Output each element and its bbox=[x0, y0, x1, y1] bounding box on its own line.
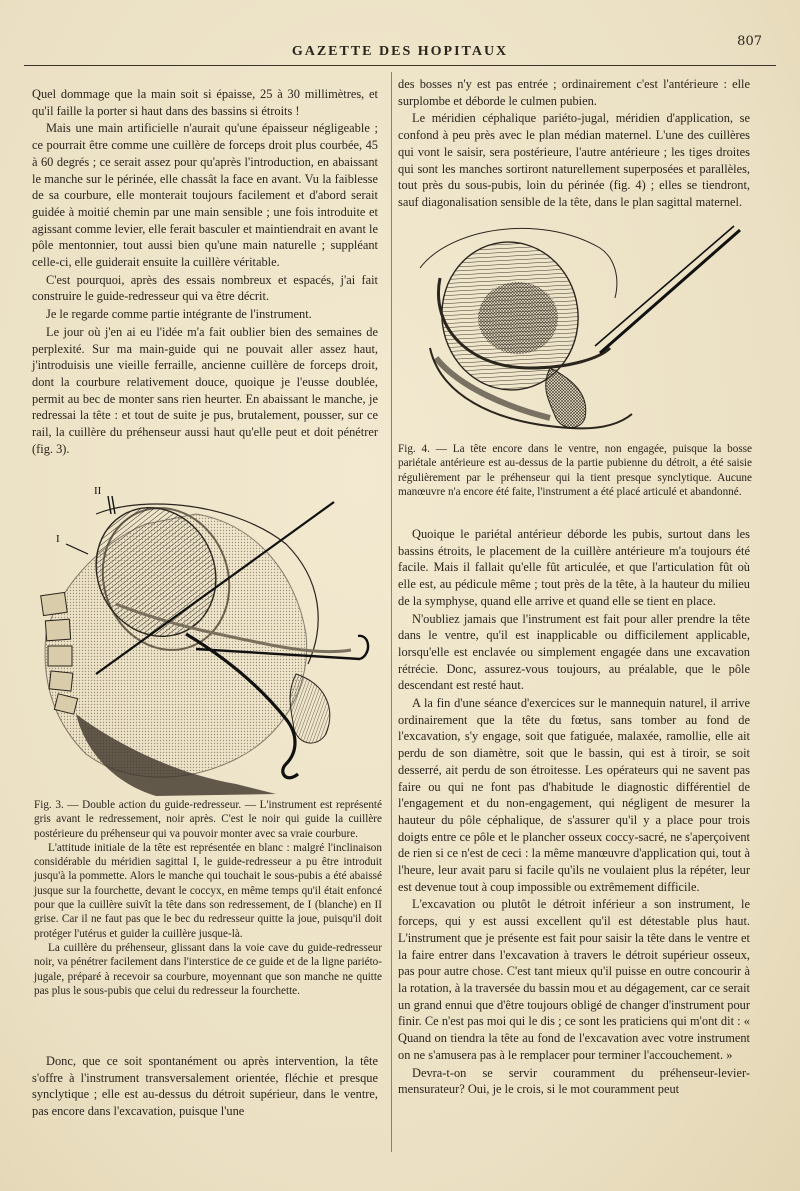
paragraph: Mais une main artificielle n'aurait qu'une épaisseur négligeable ; ce pourrait être comme une cuillère de forceps droit plus courbée, 45 à 60 degrés ; ce serait assez pour qu'après l'introduction, en abaissant le manche sur le périnée, elle chassât la face en avant. Vu la faiblesse de sa courbure, elle monterait toujours facilement et d'abord serait guidée à moitié chemin par une main sensible ; une fois introduite et agissant comme levier, elle ferait basculer et maintiendrait en avant le pôle mentonnier, tout aussi bien qu'une main naturelle ; suppléant celle-ci, elle guiderait ensuite la cuillère véritable. bbox=[32, 121, 378, 270]
paragraph: des bosses n'y est pas entrée ; ordinairement c'est l'antérieure : elle surplombe et déborde le culmen pubien. bbox=[398, 77, 750, 108]
figure-3-label-lower: I bbox=[56, 533, 60, 545]
paragraph: Le méridien céphalique pariéto-jugal, méridien d'application, se confond à peu près avec le plan médian maternel. L'une des cuillères qui vont le saisir, sera postérieure, l'autre antérieure ; les tiges droites qui sont les manches sortiront naturellement superposées et parallèles, tout près du sous-pubis, loin du périnée (fig. 4) ; elles se tiendront, sauf diagonalisation sensible de la tête, dans le plan sagittal maternel. bbox=[398, 111, 750, 209]
left-column-bottom bbox=[32, 1053, 378, 1121]
column-divider bbox=[391, 72, 392, 1152]
figure-3-label-upper: II bbox=[94, 485, 102, 497]
figure-3-engraving bbox=[36, 484, 382, 796]
paragraph: A la fin d'une séance d'exercices sur le mannequin naturel, il arrive ordinairement que la tête du fœtus, sans tomber au fond de l'excavation, s'y engage, soit que fatiguée, malaxée, ramollie, elle ait perdu de son diamètre, soit que le bassin, qui est à tiroir, se soit desserré, ait perdu de son étroitesse. Les opérateurs qui ne savent pas faire ou qui ne font pas d'habitude le diagnostic différentiel de l'engagement et du non-engagement, qui négligent de mesurer la hauteur du pôle céphalique, de s'assurer qu'il y a place pour trois doigts entre ce pôle et le plancher osseux coccy-sacré, ne s'aperçoivent de rien si ce n'est de ceci : la même manœuvre d'application qui, tout à l'heure, leur avait paru si facile qu'ils ne voulaient plus la répéter, leur est devenue tout à coup impossible ou extrêmement difficile. bbox=[398, 696, 750, 894]
header-rule bbox=[24, 65, 776, 66]
figure-4-engraving bbox=[400, 218, 750, 438]
left-column-top bbox=[32, 86, 378, 458]
paragraph: L'excavation ou plutôt le détroit inférieur a son instrument, le forceps, qui y est aussi excellent qu'il est détestable plus haut. L'instrument que je présente est fait pour saisir la tête dans le ventre et la faire entrer dans l'excavation à travers le détroit supérieur osseux, pas pour autre chose. C'est tant mieux qu'il puisse en outre concourir à la rotation, à la traversée du bassin mou et au dégagement, car ce serait un grand ennui que d'être toujours obligé de changer d'instrument pour finir. Ce n'est pas moi qui le dis ; ce sont les praticiens qui m'ont dit : « Quand on tiendra la tête au fond de l'excavation avec votre instrument on ne s'amusera pas à le remplacer pour terminer l'accouchement. » bbox=[398, 897, 750, 1062]
paragraph: Quel dommage que la main soit si épaisse, 25 à 30 millimètres, et qu'il faille la porter si haut dans des bassins si étroits ! bbox=[32, 87, 378, 118]
caption-paragraph: L'attitude initiale de la tête est représentée en blanc : malgré l'inclinaison considérable du méridien sagittal I, le guide-redresseur a pu être introduit jusqu'à la pommette. Alors le manche qui touchait le sous-pubis a été abaissé jusque sur la fourchette, devant le coccyx, en même temps qu'il était enfoncé pour que la cuillère suivît la tête dans son redressement, de I (blanche) en II grise. Car il ne faut pas que le bec du redresseur quitte la joue, puisqu'il doit protéger l'utérus et guider la cuillère jusque-là. bbox=[34, 841, 382, 940]
paragraph: N'oubliez jamais que l'instrument est fait pour aller prendre la tête dans le ventre, qu'il est inapplicable ou difficilement applicable, lorsqu'elle est enclavée ou simplement engagée dans une excavation rétrécie. Donc, assurez-vous toujours, au préalable, que le pôle descendant est resté haut. bbox=[398, 611, 750, 693]
figure-4-caption bbox=[398, 442, 752, 499]
paragraph: Quoique le pariétal antérieur déborde les pubis, surtout dans les bassins étroits, le placement de la cuillère antérieure m'a toujours été facile. Mais il fallait qu'elle fût articulée, et que l'articulation fût où elle est, au pédicule même ; tout près de la tête, à la hauteur du milieu de la symphyse, quand elle arrive et quand elle se tient en place. bbox=[398, 527, 750, 608]
paragraph: Je le regarde comme partie intégrante de l'instrument. bbox=[46, 307, 312, 322]
figure-3-caption bbox=[34, 798, 382, 998]
caption-paragraph: Fig. 3. — Double action du guide-redresseur. — L'instrument est représenté gris avant le redressement, noir après. C'est le noir qui guide la cuillère postérieure du préhenseur qui va pouvoir monter avec sa vraie courbure. bbox=[34, 799, 382, 840]
paragraph: Donc, que ce soit spontanément ou après intervention, la tête s'offre à l'instrument transversalement orientée, fléchie et presque synclytique ; elle est au-dessus du détroit supérieur, dans le ventre, pas encore dans l'excavation, puisque l'une bbox=[32, 1054, 378, 1119]
running-header-title: GAZETTE DES HOPITAUX bbox=[291, 44, 509, 59]
right-column-top bbox=[398, 76, 750, 212]
caption-paragraph: La cuillère du préhenseur, glissant dans la voie cave du guide-redresseur noir, va pénétrer facilement dans l'interstice de ce guide et de la ligne pariéto-jugale, préparé à recevoir sa courbure, moyennant que son manche ne quitte pas plus le sous-pubis que celui du redresseur la fourchette. bbox=[34, 941, 382, 997]
paragraph: C'est pourquoi, après des essais nombreux et espacés, j'ai fait construire le guide-redresseur qui va être décrit. bbox=[32, 272, 378, 304]
right-column-bottom bbox=[398, 526, 750, 1099]
paragraph: Le jour où j'en ai eu l'idée m'a fait oublier bien des semaines de perplexité. Sur ma main-guide qui ne pouvait aller assez haut, j'introduisis une vieille ferraille, ancienne cuillère de forceps droit, dont la courbure relativement douce, quoique je l'eusse doublée, permit au bec de monter sans rien heurter. En abaissant le manche, je redressai la tête : et tout de suite je pus, brutalement, pousser, sur ce rail, la cuillère du préhenseur aussi haut qu'elle peut et doit pénétrer (fig. 3). bbox=[32, 324, 378, 456]
caption-paragraph: Fig. 4. — La tête encore dans le ventre, non engagée, puisque la bosse pariétale antérieure est au-dessus de la partie pubienne du détroit, a été saisie régulièrement par le préhenseur qui la tient presque synclytique. Aucune manœuvre n'a encore été faite, l'instrument a été placé articulé et abandonné. bbox=[398, 443, 752, 498]
paragraph: Devra-t-on se servir couramment du préhenseur-levier-mensurateur? Oui, je le crois, si le mot couramment peut bbox=[398, 1065, 750, 1097]
page-number: 807 bbox=[737, 34, 762, 49]
